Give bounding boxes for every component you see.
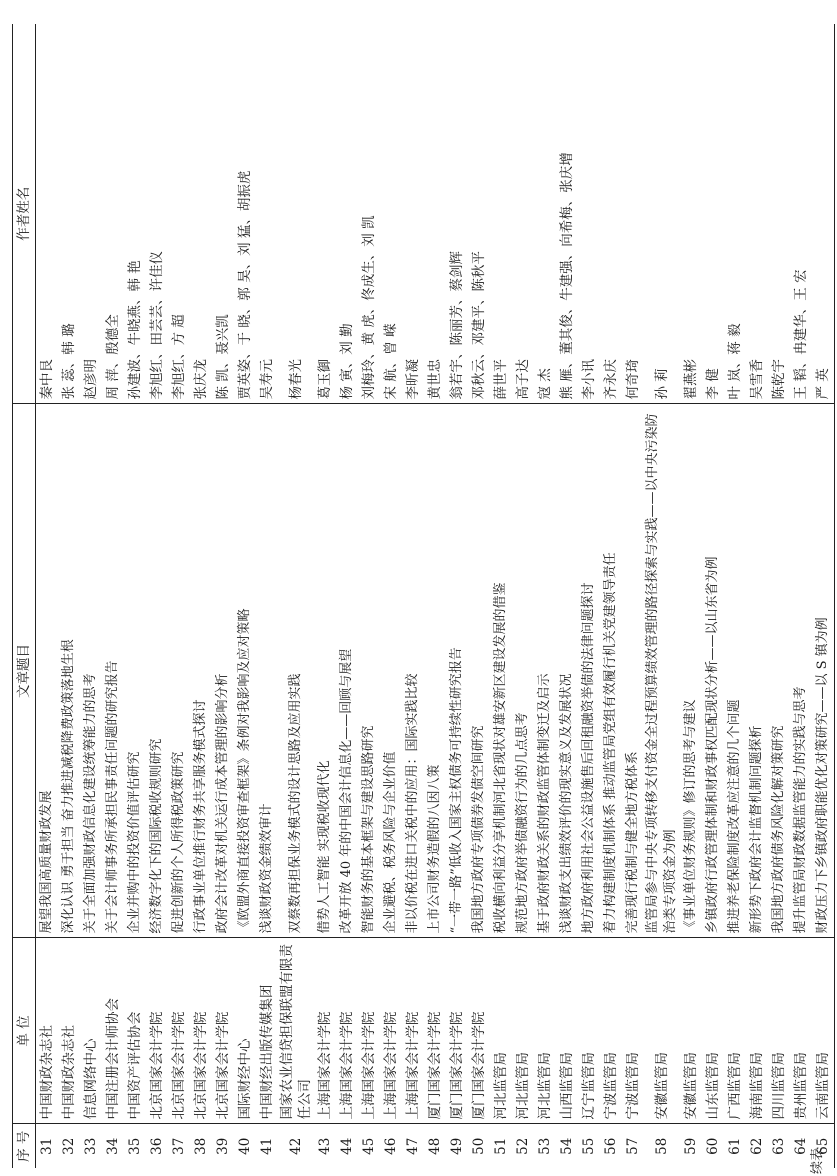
cell-title: 推进养老保险制度改革应注意的几个问题 — [724, 404, 746, 938]
table-row — [234, 24, 256, 1168]
cell-title: 基于政府财政关系的财政监管体制变迁及启示 — [534, 404, 556, 938]
cell-seq: 35 — [127, 1137, 143, 1155]
cell-seq: 48 — [427, 1137, 443, 1155]
cell-title: 借势人工智能 实现税收现代化 — [314, 404, 336, 938]
cell-seq: 59 — [683, 1137, 699, 1155]
cell-title: 企业避税、税务风险与企业价值 — [380, 404, 402, 938]
cell-seq: 46 — [383, 1137, 399, 1155]
cell-title: 上市公司财务造假的八因八策 — [424, 404, 446, 938]
table-body — [36, 24, 835, 1168]
cell-title: 深化认识 勇于担当 奋力推进减税降费政策落地生根 — [58, 404, 80, 938]
table-row — [402, 24, 424, 1168]
cell-title: 监管局参与中央专项转移支付资金全过程预算绩效管理的路径探索与实践——以中央污染防治类专项资金为例 — [644, 404, 680, 938]
cell-author: 陈 凯、聂兴凯 — [212, 24, 234, 404]
cell-author: 刘梅玲、黄 虎、佟成生、刘 凯 — [358, 24, 380, 404]
cell-author: 王 韬、冉建华、王 宏 — [790, 24, 812, 404]
cell-unit: 山东监管局 — [702, 938, 724, 1124]
table-header-row — [13, 24, 36, 1168]
table-row — [812, 24, 835, 1168]
cell-author: 宋 航、曾 嵘 — [380, 24, 402, 404]
cell-unit: 安徽监管局 — [644, 938, 680, 1124]
cell-title: 关于会计师事务所承担民事责任问题的研究报告 — [102, 404, 124, 938]
cell-unit: 安徽监管局 — [680, 938, 702, 1124]
cell-unit: 北京国家会计学院 — [146, 938, 168, 1124]
cell-seq: 39 — [215, 1137, 231, 1155]
table-row — [622, 24, 644, 1168]
cell-unit: 中国财政杂志社 — [36, 938, 59, 1124]
cell-author: 黄世忠 — [424, 24, 446, 404]
cell-title: 财政压力下乡镇政府职能优化对策研究——以 S 镇为例 — [812, 404, 835, 938]
cell-title: 行政事业单位推行财务共享服务模式探讨 — [190, 404, 212, 938]
cell-author: 严 英 — [812, 24, 835, 404]
cell-title: 政府会计改革对机关运行成本管理的影响分析 — [212, 404, 234, 938]
cell-unit: 中国财政杂志社 — [58, 938, 80, 1124]
continued-label: 续表 — [810, 1147, 825, 1174]
cell-title: 《欧盟外商直接投资审查框架》条例对我影响及应对策略 — [234, 404, 256, 938]
cell-unit: 四川监管局 — [768, 938, 790, 1124]
cell-unit: 辽宁监管局 — [578, 938, 600, 1124]
table-row — [80, 24, 102, 1168]
cell-author: 熊 雁、董其俊、牛建强、向希梅、张庆增 — [556, 24, 578, 404]
table-row — [768, 24, 790, 1168]
table-row — [124, 24, 146, 1168]
cell-unit: 国家农业信贷担保联盟有限责任公司 — [278, 938, 314, 1124]
table-row — [212, 24, 234, 1168]
cell-unit: 中国资产评估协会 — [124, 938, 146, 1124]
cell-author: 杨 寅、刘 勤 — [336, 24, 358, 404]
table-row — [468, 24, 490, 1168]
cell-author: 张 蕊、韩 璐 — [58, 24, 80, 404]
table-row — [36, 24, 59, 1168]
cell-author: 孙建波、牛晓燕、韩 艳 — [124, 24, 146, 404]
table-row — [556, 24, 578, 1168]
cell-title: 地方政府利用社会公益设施售后回租融资举债的法律问题探讨 — [578, 404, 600, 938]
table-row — [358, 24, 380, 1168]
cell-seq: 56 — [603, 1137, 619, 1155]
cell-author: 翁若宇、陈丽芳、蔡剑辉 — [446, 24, 468, 404]
table-row — [336, 24, 358, 1168]
cell-title: 促进创新的个人所得税政策研究 — [168, 404, 190, 938]
cell-title: 《事业单位财务规则》修订的思考与建议 — [680, 404, 702, 938]
cell-author: 贾英姿、于 晓、郭 昊、刘 猛、胡振虎 — [234, 24, 256, 404]
table-row — [190, 24, 212, 1168]
cell-unit: 中国财经出版传媒集团 — [256, 938, 278, 1124]
header-title: 文章题目 — [13, 404, 36, 938]
cell-author: 赵彦明 — [80, 24, 102, 404]
cell-seq: 42 — [288, 1137, 304, 1155]
cell-title: 展望我国高质量财政发展 — [36, 404, 59, 938]
cell-author: 吴雪香 — [746, 24, 768, 404]
cell-title: 经济数字化下的国际税收规则研究 — [146, 404, 168, 938]
cell-seq: 36 — [149, 1137, 165, 1155]
cell-author: 寇 杰 — [534, 24, 556, 404]
cell-unit: 上海国家会计学院 — [402, 938, 424, 1124]
cell-author: 杨春光 — [278, 24, 314, 404]
cell-title: 浅谈财政资金绩效审计 — [256, 404, 278, 938]
table-row — [278, 24, 314, 1168]
table-row — [724, 24, 746, 1168]
table-row — [578, 24, 600, 1168]
cell-seq: 50 — [471, 1137, 487, 1155]
cell-title: 智能财务的基本框架与建设思路研究 — [358, 404, 380, 938]
cell-title: 规范地方政府举债融资行为的几点思考 — [512, 404, 534, 938]
table-row — [424, 24, 446, 1168]
cell-author: 周 萍、殷德全 — [102, 24, 124, 404]
cell-author: 邓秋云、邓建平、陈秋平 — [468, 24, 490, 404]
cell-author: 李昕凝 — [402, 24, 424, 404]
table-row — [490, 24, 512, 1168]
cell-seq: 62 — [749, 1137, 765, 1155]
header-author: 作者姓名 — [13, 24, 36, 404]
cell-unit: 云南监管局 — [812, 938, 835, 1124]
cell-unit: 北京国家会计学院 — [168, 938, 190, 1124]
cell-title: 浅谈财政支出绩效评价的现实意义及发展状况 — [556, 404, 578, 938]
cell-seq: 47 — [405, 1137, 421, 1155]
cell-author: 叶 岚、蒋 毅 — [724, 24, 746, 404]
cell-seq: 57 — [625, 1137, 641, 1155]
table-row — [534, 24, 556, 1168]
table-row — [446, 24, 468, 1168]
cell-author: 李 健 — [702, 24, 724, 404]
cell-unit: 国际财经中心 — [234, 938, 256, 1124]
table-row — [702, 24, 724, 1168]
cell-seq: 44 — [339, 1137, 355, 1155]
cell-seq: 45 — [361, 1137, 377, 1155]
cell-title: 双蔡数再担保业务模式的设计思路及应用实践 — [278, 404, 314, 938]
cell-seq: 41 — [259, 1137, 275, 1155]
cell-seq: 52 — [515, 1137, 531, 1155]
cell-seq: 31 — [39, 1137, 55, 1155]
cell-unit: 上海国家会计学院 — [380, 938, 402, 1124]
paper-list-table — [12, 24, 835, 1168]
cell-title: 新形势下政府会计监督机制问题探析 — [746, 404, 768, 938]
cell-seq: 49 — [449, 1137, 465, 1155]
cell-title: 着力构建制度机制体系 推动监管局党组有效履行机关党建领导责任 — [600, 404, 622, 938]
cell-seq: 63 — [771, 1137, 787, 1155]
table-row — [256, 24, 278, 1168]
cell-author: 薛世平 — [490, 24, 512, 404]
cell-author: 秦中艮 — [36, 24, 59, 404]
cell-unit: 海南监管局 — [746, 938, 768, 1124]
cell-author: 齐永庆 — [600, 24, 622, 404]
cell-unit: 上海国家会计学院 — [358, 938, 380, 1124]
cell-title: 企业并购中的投资价值评估研究 — [124, 404, 146, 938]
cell-author: 李小讯 — [578, 24, 600, 404]
cell-seq: 40 — [237, 1137, 253, 1155]
table-row — [600, 24, 622, 1168]
table-row — [58, 24, 80, 1168]
header-unit: 单 位 — [13, 938, 36, 1124]
table-row — [314, 24, 336, 1168]
cell-unit: 上海国家会计学院 — [314, 938, 336, 1124]
cell-seq: 54 — [559, 1137, 575, 1155]
table-row — [380, 24, 402, 1168]
cell-seq: 58 — [654, 1137, 670, 1155]
cell-seq: 64 — [793, 1137, 809, 1155]
cell-author: 吴寿元 — [256, 24, 278, 404]
cell-unit: 厦门国家会计学院 — [446, 938, 468, 1124]
cell-seq: 65 — [815, 1137, 831, 1155]
cell-unit: 北京国家会计学院 — [212, 938, 234, 1124]
cell-unit: 厦门国家会计学院 — [424, 938, 446, 1124]
cell-title: 提升监管局财政数据监管能力的实践与思考 — [790, 404, 812, 938]
cell-title: 乡镇政府行政管理体制和财政事权匹配现状分析——以山东省为例 — [702, 404, 724, 938]
cell-author: 陈乾宇 — [768, 24, 790, 404]
cell-unit: 宁波监管局 — [600, 938, 622, 1124]
table-row — [746, 24, 768, 1168]
cell-seq: 53 — [537, 1137, 553, 1155]
cell-unit: 上海国家会计学院 — [336, 938, 358, 1124]
cell-unit: 北京国家会计学院 — [190, 938, 212, 1124]
cell-unit: 河北监管局 — [534, 938, 556, 1124]
cell-unit: 厦门国家会计学院 — [468, 938, 490, 1124]
cell-title: 我国地方政府债务风险化解对策研究 — [768, 404, 790, 938]
cell-unit: 贵州监管局 — [790, 938, 812, 1124]
cell-author: 何奇琦 — [622, 24, 644, 404]
cell-seq: 51 — [493, 1137, 509, 1155]
header-seq: 序 号 — [16, 1130, 32, 1162]
cell-seq: 34 — [105, 1137, 121, 1155]
cell-seq: 43 — [317, 1137, 333, 1155]
cell-author: 李旭红、田芸芸、许佳仪 — [146, 24, 168, 404]
table-row — [790, 24, 812, 1168]
cell-unit: 信息网络中心 — [80, 938, 102, 1124]
cell-author: 李旭红、方 超 — [168, 24, 190, 404]
cell-title: 税收横向利益分享机制河北省现状对雄安新区建设发展的借鉴 — [490, 404, 512, 938]
cell-seq: 38 — [193, 1137, 209, 1155]
cell-seq: 61 — [727, 1137, 743, 1155]
cell-title: 我国地方政府专项债券发债空间研究 — [468, 404, 490, 938]
cell-title: 非以价税在进口关税中的应用：国际实践比较 — [402, 404, 424, 938]
cell-unit: 山西监管局 — [556, 938, 578, 1124]
cell-unit: 广西监管局 — [724, 938, 746, 1124]
cell-author: 翟燕彬 — [680, 24, 702, 404]
cell-title: “一带一路”低收入国家主权债务可持续性研究报告 — [446, 404, 468, 938]
cell-seq: 33 — [83, 1137, 99, 1155]
cell-author: 张庆龙 — [190, 24, 212, 404]
cell-title: 改革开放 40 年的中国会计信息化——回顾与展望 — [336, 404, 358, 938]
cell-seq: 32 — [61, 1137, 77, 1155]
table-row — [644, 24, 680, 1168]
cell-title: 完善现行税制与健全地方税体系 — [622, 404, 644, 938]
cell-unit: 宁波监管局 — [622, 938, 644, 1124]
cell-seq: 60 — [705, 1137, 721, 1155]
table-row — [168, 24, 190, 1168]
table-row — [512, 24, 534, 1168]
table-row — [102, 24, 124, 1168]
cell-author: 葛玉御 — [314, 24, 336, 404]
cell-title: 关于全面加强财政信息化建设统筹能力的思考 — [80, 404, 102, 938]
cell-author: 孙 莉 — [644, 24, 680, 404]
cell-unit: 河北监管局 — [512, 938, 534, 1124]
cell-seq: 55 — [581, 1137, 597, 1155]
table-row — [680, 24, 702, 1168]
table-row — [146, 24, 168, 1168]
cell-author: 高子达 — [512, 24, 534, 404]
cell-seq: 37 — [171, 1137, 187, 1155]
cell-unit: 河北监管局 — [490, 938, 512, 1124]
cell-unit: 中国注册会计师协会 — [102, 938, 124, 1124]
